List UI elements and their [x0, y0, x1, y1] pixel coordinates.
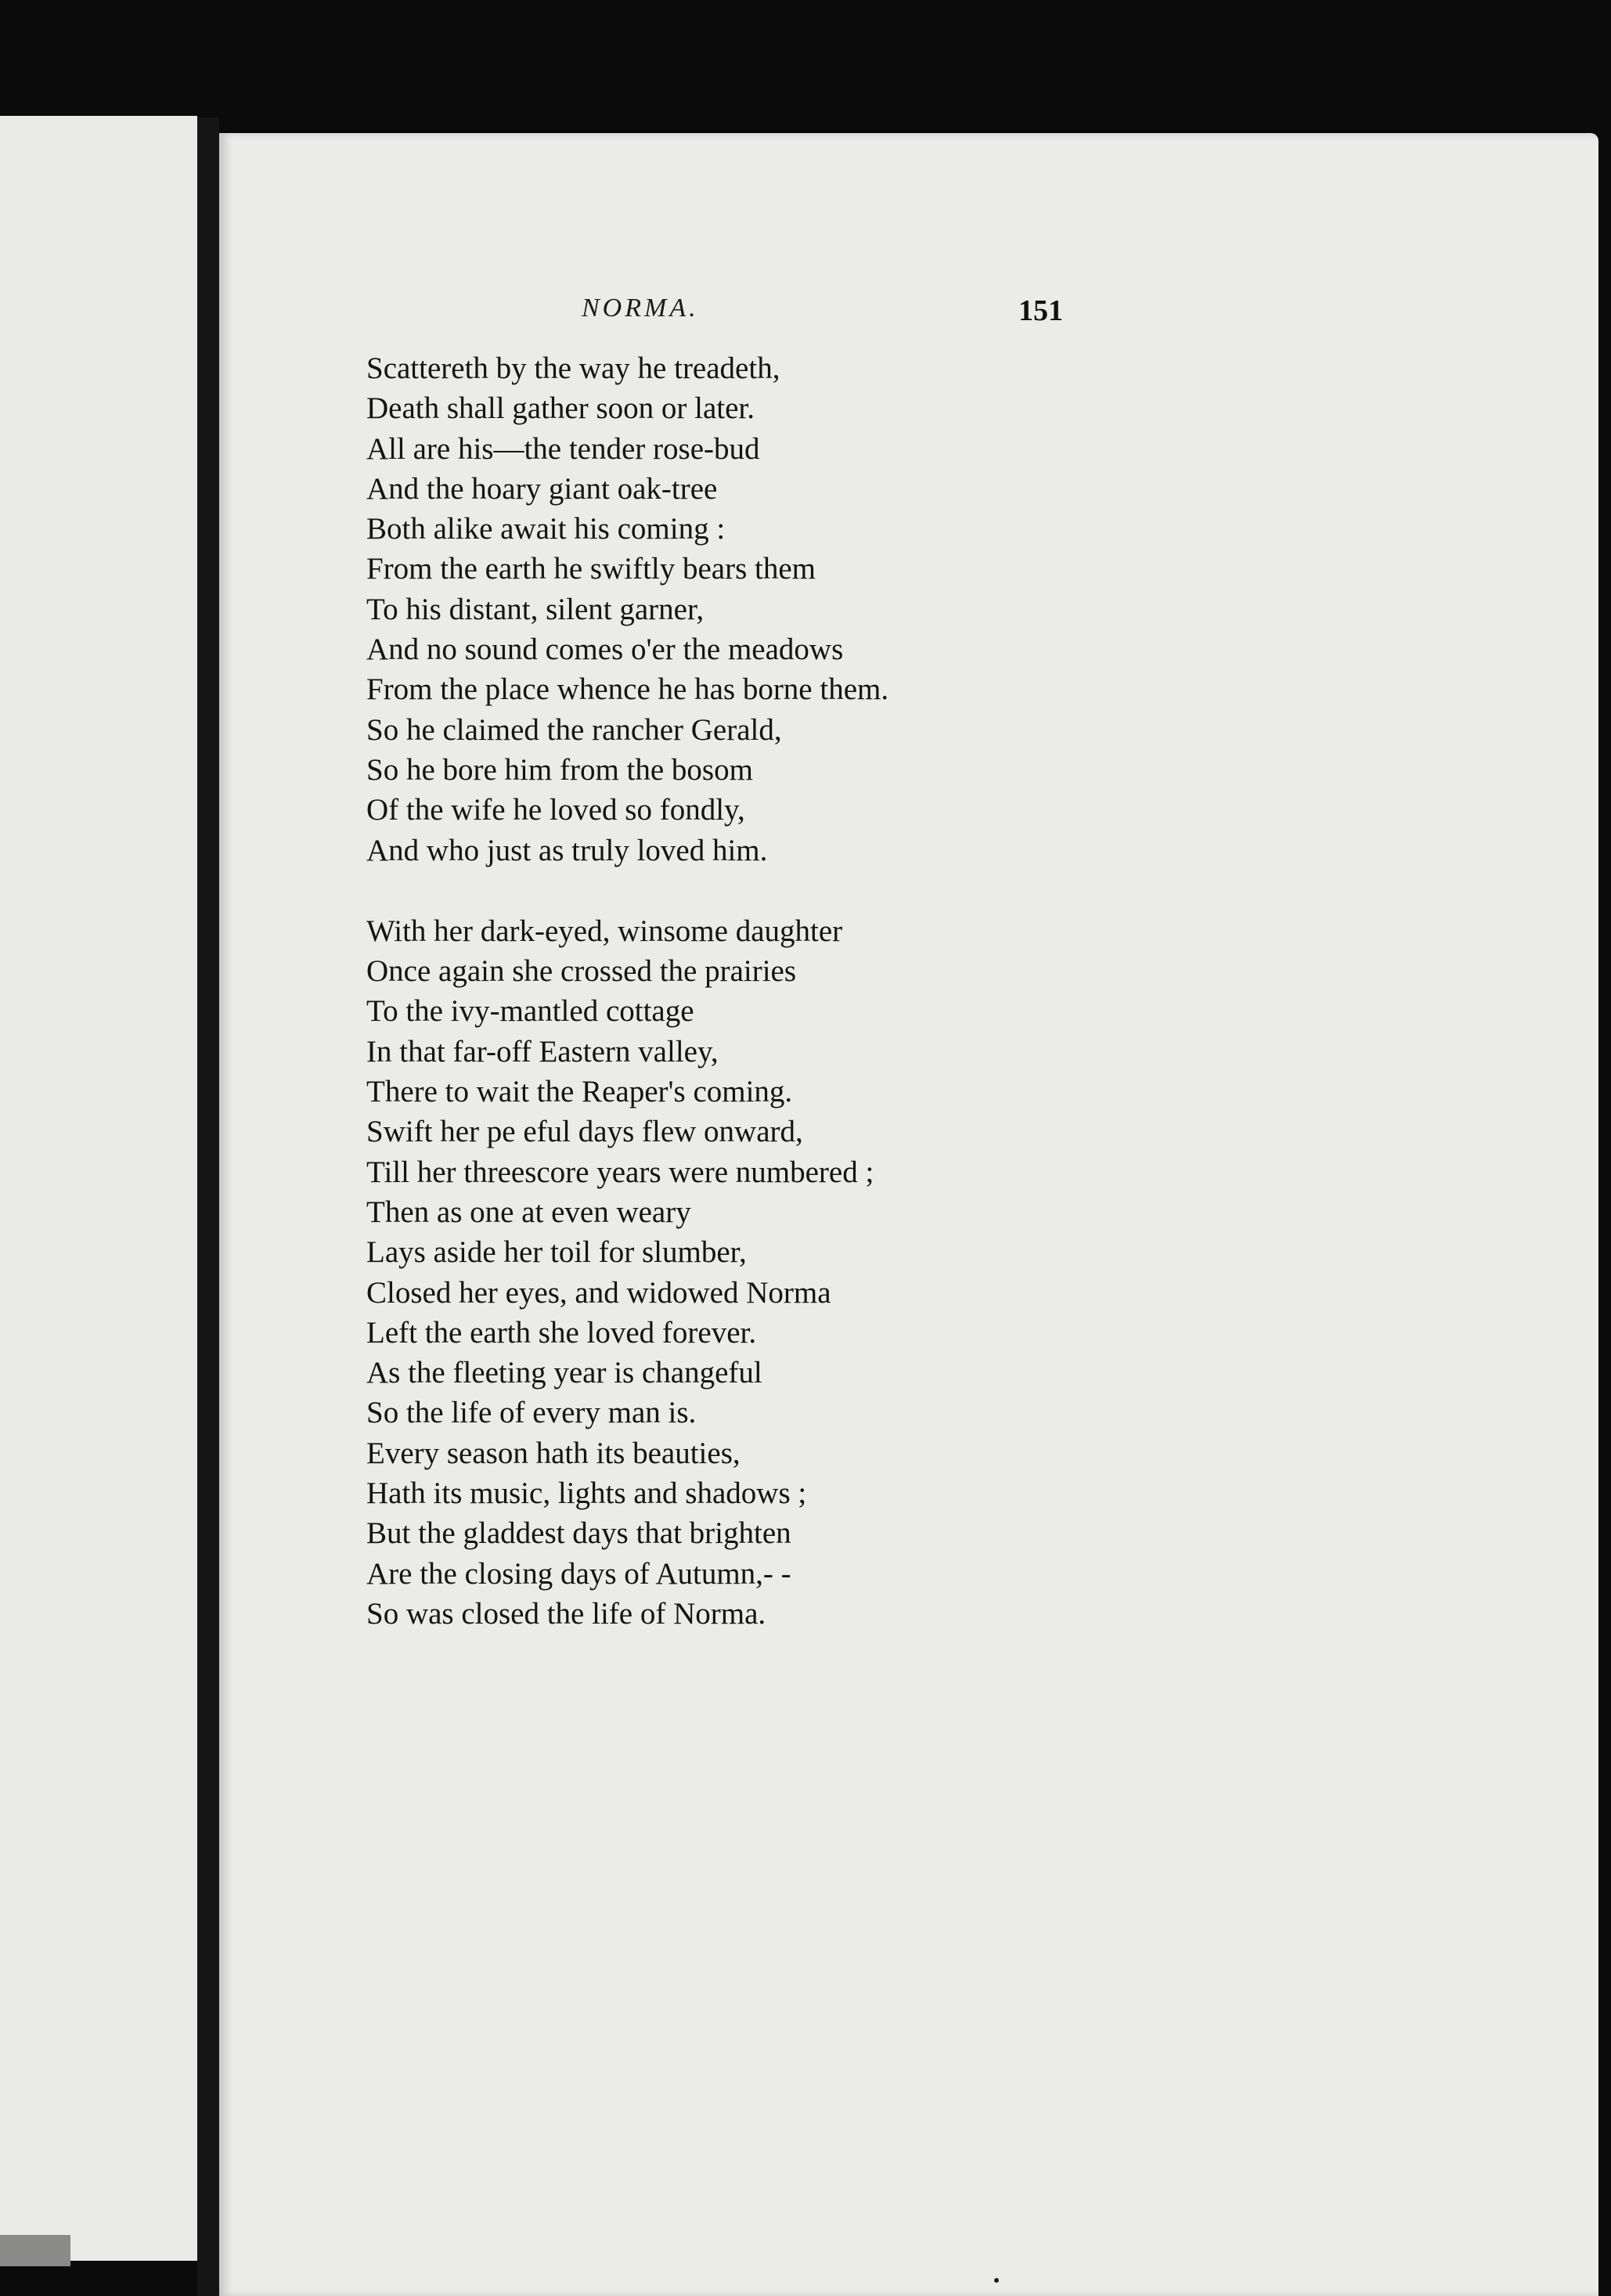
poem-line: Once again she crossed the prairies: [366, 954, 797, 989]
book-gutter: [197, 117, 219, 2296]
poem-line: Swift her pe eful days flew onward,: [366, 1115, 803, 1149]
poem-line: Of the wife he loved so fondly,: [366, 793, 745, 827]
poem-line: So the life of every man is.: [366, 1396, 697, 1430]
scan-speck: [994, 2278, 999, 2283]
poem-line: Hath its music, lights and shadows ;: [366, 1476, 807, 1511]
stanza: [366, 348, 1227, 870]
poem-line: So was closed the life of Norma.: [366, 1596, 766, 1631]
poem-line: From the place whence he has borne them.: [366, 672, 889, 707]
poem-line: To his distant, silent garner,: [366, 592, 705, 626]
poem-line: Then as one at even weary: [366, 1195, 691, 1229]
poem-line: Scattereth by the way he treadeth,: [366, 351, 780, 385]
poem-line: Are the closing days of Autumn,- -: [366, 1556, 791, 1591]
poem-line: Every season hath its beauties,: [366, 1436, 741, 1470]
poem-line: But the gladdest days that brighten: [366, 1516, 791, 1551]
poem-line: Closed her eyes, and widowed Norma: [366, 1275, 831, 1310]
poem-line: There to wait the Reaper's coming.: [366, 1075, 793, 1109]
facing-page-corner: [0, 2235, 70, 2266]
poem-line: So he bore him from the bosom: [366, 752, 753, 787]
facing-page-edge: [0, 116, 197, 2261]
poem-line: And who just as truly loved him.: [366, 833, 768, 867]
running-head-title: NORMA.: [582, 294, 699, 323]
poem-line: Both alike await his coming :: [366, 512, 726, 546]
poem-line: In that far-off Eastern valley,: [366, 1034, 719, 1069]
poem-line: With her dark-eyed, winsome daughter: [366, 914, 843, 948]
poem-line: Till her threescore years were numbered ;: [366, 1155, 874, 1189]
poem-line: All are his—the tender rose-bud: [366, 431, 760, 466]
poem-line: Left the earth she loved forever.: [366, 1315, 757, 1350]
poem-line: So he claimed the rancher Gerald,: [366, 712, 782, 747]
poem-line: From the earth he swiftly bears them: [366, 552, 816, 586]
poem-line: Death shall gather soon or later.: [366, 391, 755, 426]
stanza: [366, 911, 1227, 1634]
poem-line: And the hoary giant oak-tree: [366, 471, 718, 506]
poem-line: And no sound comes o'er the meadows: [366, 633, 844, 667]
poem-line: To the ivy-mantled cottage: [366, 994, 694, 1029]
poem-text: [366, 348, 1227, 1634]
poem-line: As the fleeting year is changeful: [366, 1356, 762, 1390]
stanza-break: [366, 870, 1227, 911]
page-number: 151: [1018, 294, 1063, 327]
poem-line: Lays aside her toil for slumber,: [366, 1235, 747, 1270]
